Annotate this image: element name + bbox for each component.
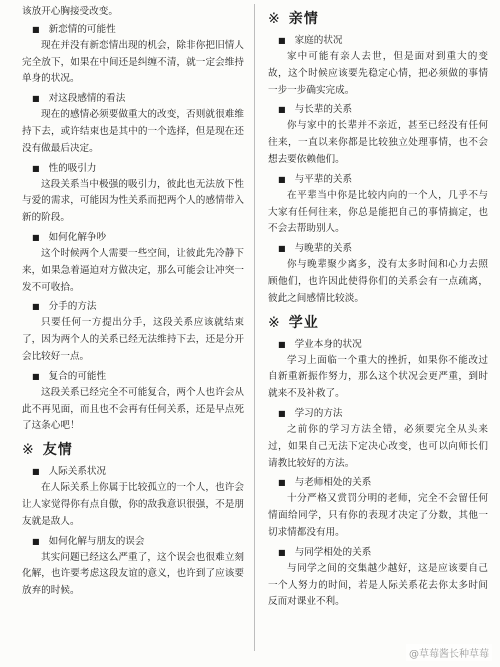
square-bullet-icon: ■ (32, 163, 40, 173)
topic-heading (268, 102, 488, 118)
topic-heading (22, 369, 244, 385)
topic-heading (22, 22, 244, 38)
topic-paragraph: 学习上面临一个重大的挫折，如果你不能改过自新重新振作努力，那么这个状况会更严重，到时就来不及补救了。 (268, 354, 488, 400)
square-bullet-icon: ■ (278, 174, 286, 184)
square-bullet-icon: ■ (278, 339, 286, 349)
topic-paragraph: 你与晚辈聚少离多，没有太多时间和心力去照顾他们，也许因此使得你们的关系会有一点疏离，彼此之间感情比较淡。 (268, 259, 488, 304)
square-bullet-icon: ■ (32, 536, 40, 546)
topic-title: 与同学相处的关系 (294, 546, 372, 558)
topic-paragraph: 你与家中的长辈并不亲近，甚至已经没有任何往来，一直以来你都是比较独立处理事情，也不会想去要依赖他们。 (268, 120, 488, 165)
reference-mark-icon: ※ (268, 11, 281, 27)
topic-title: 家庭的状况 (294, 35, 343, 46)
topic-heading (268, 406, 488, 422)
watermark: @草莓酱长种草莓 (406, 644, 492, 661)
topic-paragraph: 其实问题已经这么严重了，这个误会也很难立刻化解，也许要考虑这段友谊的意义，也许到了应该要放弃的时候。 (22, 551, 244, 597)
continuation-text: 该放开心胸接受改变。 (22, 6, 118, 17)
topic-paragraph: 现在并没有新恋情出现的机会，除非你把旧情人完全放下，如果在中间还是纠缠不清，就一定会维持单身的状况。 (22, 39, 244, 85)
topic-title: 学习的方法 (294, 407, 343, 419)
topic-paragraph: 这段关系已经完全不可能复合，两个人也许会从此不再见面，而且也不会再有任何关系，还是早点死了这条心吧！ (22, 386, 244, 432)
topic-paragraph: 只要任何一方提出分手，这段关系应该就结束了，因为两个人的关系已经无法维持下去，还是分开会比较好一点。 (22, 317, 244, 362)
topic-heading (22, 534, 244, 550)
topic-title: 对这段感情的看法 (48, 93, 126, 105)
topic-title: 分手的方法 (48, 301, 97, 313)
topic-title: 人际关系状况 (48, 466, 107, 478)
topic-title: 如何化解与朋友的误会 (48, 535, 145, 547)
reference-mark-icon: ※ (22, 442, 35, 459)
topic-title: 与老师相处的关系 (294, 477, 372, 489)
square-bullet-icon: ■ (32, 371, 40, 381)
topic-heading (22, 230, 244, 246)
left-column (22, 0, 244, 667)
section-heading-friendship (22, 439, 244, 461)
topic-title: 性的吸引力 (48, 162, 97, 174)
square-bullet-icon: ■ (278, 244, 286, 254)
square-bullet-icon: ■ (278, 105, 286, 115)
section-title: 友情 (42, 442, 73, 459)
topic-paragraph: 之前你的学习方法全错，必须要完全从头来过，如果自己无法下定决心改变，也可以向师长们请教比较好的方法。 (268, 423, 488, 469)
topic-heading (22, 299, 244, 315)
topic-heading (268, 172, 488, 188)
section-title: 学业 (288, 314, 319, 331)
left-topics (22, 22, 244, 435)
square-bullet-icon: ■ (278, 36, 286, 45)
topic-heading (22, 464, 244, 480)
topic-paragraph: 家中可能有亲人去世，但是面对到重大的变故，这个时候应该要先稳定心情，把必须做的事情一步一步确实完成。 (268, 51, 488, 96)
topic-title: 新恋情的可能性 (48, 23, 116, 35)
topic-heading (22, 161, 244, 177)
topic-heading (268, 241, 488, 257)
topic-heading (22, 91, 244, 107)
topic-heading (268, 545, 488, 561)
topic-heading (268, 337, 488, 353)
topic-title: 与晚辈的关系 (294, 243, 353, 255)
reference-mark-icon: ※ (268, 314, 281, 331)
column-divider (254, 4, 255, 651)
square-bullet-icon: ■ (32, 232, 40, 242)
topic-title: 如何化解争吵 (48, 231, 107, 243)
square-bullet-icon: ■ (32, 94, 40, 104)
topic-paragraph: 与同学之间的交集越少越好，这是应该要自己一个人努力的时间，若是人际关系花去你太多时间反而对课业不利。 (268, 562, 488, 608)
section-title: 亲情 (288, 11, 319, 27)
topic-title: 复合的可能性 (48, 370, 107, 382)
topic-paragraph: 在平辈当中你是比较内向的一个人，几乎不与大家有任何往来，你总是能把自己的事情搞定，也不会去帮助别人。 (268, 189, 488, 235)
square-bullet-icon: ■ (32, 302, 40, 312)
topic-paragraph: 这段关系当中极强的吸引力，彼此也无法放下性与爱的需求，可能因为性关系而把两个人的感情带入新的阶段。 (22, 178, 244, 224)
topic-title: 与长辈的关系 (294, 104, 353, 116)
topic-title: 与平辈的关系 (294, 173, 353, 185)
square-bullet-icon: ■ (278, 478, 286, 488)
topic-heading (268, 475, 488, 491)
square-bullet-icon: ■ (32, 24, 40, 34)
topic-paragraph: 现在的感情必须要做重大的改变，否则就很难维持下去，或许结束也是其中的一个选择，但是现在还没有做最后决定。 (22, 109, 244, 154)
square-bullet-icon: ■ (32, 467, 40, 477)
topic-paragraph: 在人际关系上你属于比较孤立的一个人，也许会让人家觉得你有点自傲，你的敌我意识很强，不是朋友就是敌人。 (22, 482, 244, 527)
section-heading (268, 8, 488, 30)
square-bullet-icon: ■ (278, 408, 286, 418)
section-heading (268, 312, 488, 334)
topic-heading (268, 33, 488, 49)
topic-paragraph: 这个时候两个人需要一些空间，让彼此先冷静下来，如果急着逼迫对方做决定，那么可能会让冲突一发不可收拾。 (22, 247, 244, 293)
square-bullet-icon: ■ (278, 547, 286, 557)
friendship-topics (22, 464, 244, 600)
topic-paragraph: 十分严格又赏罚分明的老师，完全不会留任何情面给同学，只有你的表现才决定了分数，其他一切求情都没有用。 (268, 493, 488, 538)
topic-title: 学业本身的状况 (294, 338, 362, 350)
right-column (268, 0, 488, 667)
